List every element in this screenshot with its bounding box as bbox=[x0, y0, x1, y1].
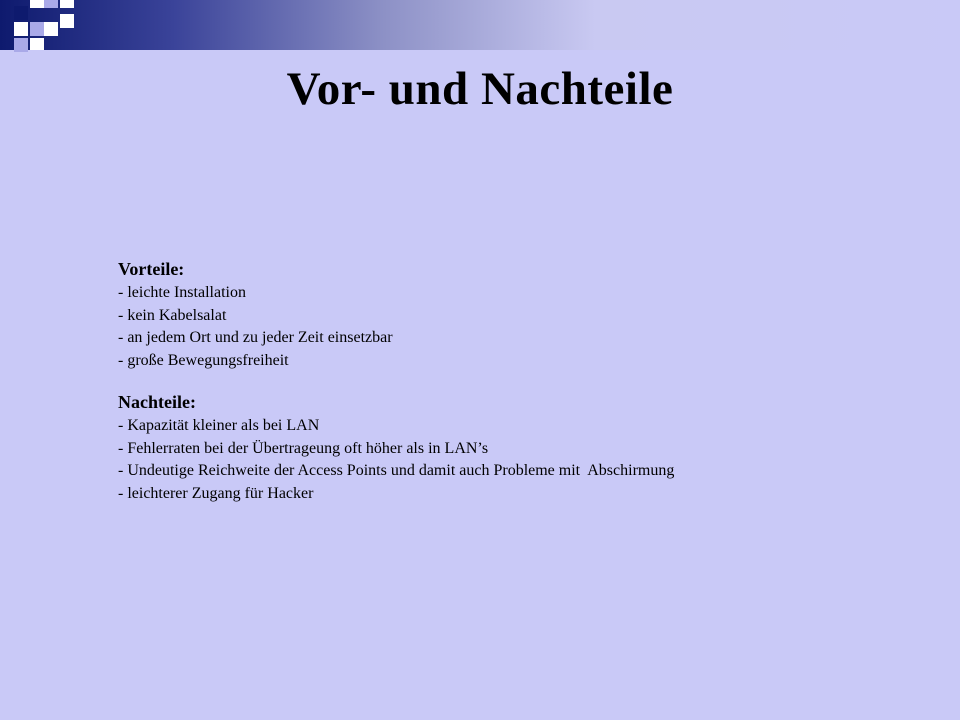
decorative-square bbox=[60, 0, 74, 8]
disadvantage-item: - leichterer Zugang für Hacker bbox=[118, 484, 314, 502]
advantage-item: - leichte Installation bbox=[118, 284, 246, 301]
advantage-item: - an jedem Ort und zu jeder Zeit einsetzbar bbox=[118, 329, 393, 346]
disadvantage-item: - Fehlerraten bei der Übertrageung oft höher als in LAN’s bbox=[118, 439, 489, 457]
disadvantages-heading: Nachteile: bbox=[118, 392, 196, 412]
decorative-square bbox=[30, 0, 44, 8]
section-spacer bbox=[118, 372, 918, 389]
slide-title: Vor- und Nachteile bbox=[286, 63, 674, 115]
slide-content bbox=[118, 256, 918, 505]
advantage-item: - große Bewegungsfreiheit bbox=[118, 351, 289, 369]
decorative-square bbox=[44, 22, 58, 36]
advantage-item: - kein Kabelsalat bbox=[118, 306, 227, 324]
advantages-heading: Vorteile: bbox=[118, 259, 185, 279]
disadvantage-item: - Undeutige Reichweite der Access Points und damit auch Probleme mit Abschirmung bbox=[118, 462, 675, 479]
header-gradient-band bbox=[0, 0, 960, 50]
disadvantage-item: - Kapazität kleiner als bei LAN bbox=[118, 417, 320, 434]
decorative-square bbox=[30, 38, 44, 50]
decorative-square bbox=[30, 22, 44, 36]
decorative-square bbox=[44, 0, 58, 8]
decorative-square bbox=[14, 6, 28, 20]
decorative-square bbox=[14, 22, 28, 36]
decorative-square bbox=[60, 14, 74, 28]
decorative-square bbox=[14, 38, 28, 52]
